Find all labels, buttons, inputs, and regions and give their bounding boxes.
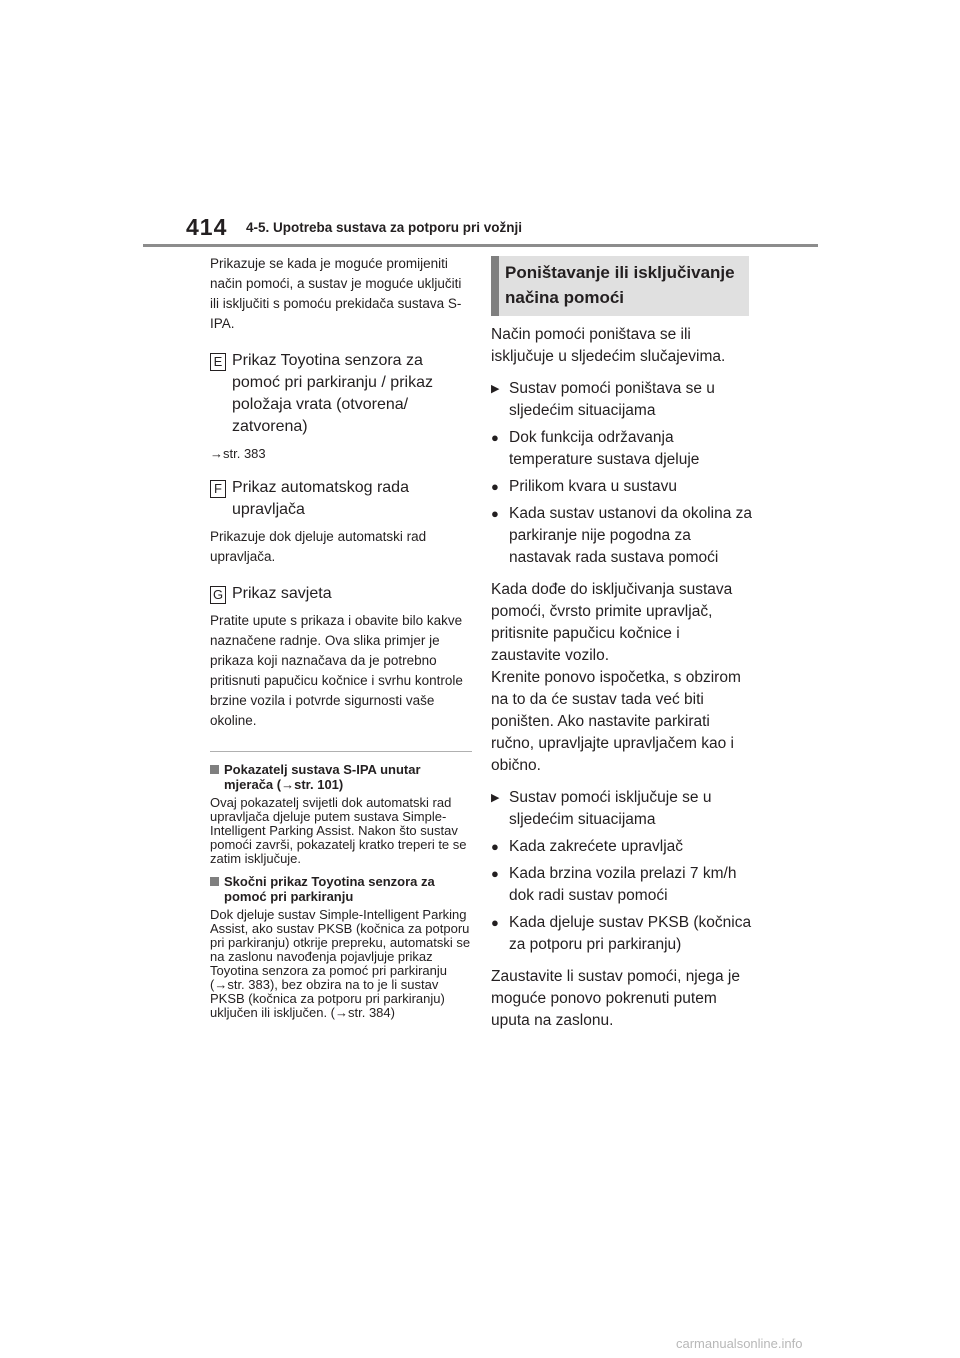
note-popup-display — [210, 874, 472, 1020]
section-title: 4-5. Upotreba sustava za potporu pri vožnji — [246, 220, 523, 235]
item-title-f: Prikaz automatskog rada upravljača — [232, 479, 409, 518]
notes-divider — [210, 751, 472, 752]
paragraph: Zaustavite li sustav pomoći, njega je moguće ponovo pokrenuti putem uputa na zaslonu. — [491, 968, 740, 1029]
left-column — [210, 254, 472, 1020]
square-bullet-icon — [210, 877, 219, 886]
item-e — [210, 350, 472, 438]
dot-bullet-icon: ● — [491, 430, 499, 445]
cancel-list — [491, 378, 753, 569]
header-rule — [143, 244, 818, 247]
item-desc-f: Prikazuje dok djeluje automatski rad upravljača. — [210, 529, 427, 564]
triangle-bullet-icon: ▶ — [491, 383, 500, 395]
item-f — [210, 477, 472, 521]
section-heading — [491, 256, 749, 316]
page-number: 414 — [186, 214, 228, 240]
dot-bullet-icon: ● — [491, 915, 499, 930]
list-item: ● Kada djeluje sustav PKSB (kočnica za potporu pri parkiranju) — [491, 912, 753, 956]
note-body: Ovaj pokazatelj svijetli dok automatski rad upravljača djeluje putem sustava Simple-Intelligent Parking Assist. Nakon što sustav pomoći završi, pokazatelj kratko treperi te se zatim isključuje. — [210, 795, 467, 866]
list-item: ● Kada brzina vozila prelazi 7 km/h dok radi sustav pomoći — [491, 863, 753, 907]
right-column — [491, 256, 753, 1032]
note-body: Dok djeluje sustav Simple-Intelligent Parking Assist, ako sustav PKSB (kočnica za potporu pri parkiranju) otkrije prepreku, automatski se na zaslonu navođenja pojavljuje prikaz Toyotina senzora za pomoć pri parkiranju (→str. 383), bez obzira na to je li sustav PKSB (kočnica za potporu pri parkiranju) uključen ili isključen. (→str. 384) — [210, 907, 471, 1020]
paragraph: Krenite ponovo ispočetka, s obzirom na to da će sustav tada već biti poništen. Ako nastavite parkirati ručno, upravljajte upravljačem kao i obično. — [491, 669, 741, 774]
list-item: ● Prilikom kvara u sustavu — [491, 476, 753, 498]
page-header — [186, 214, 818, 246]
triangle-bullet-icon: ▶ — [491, 792, 500, 804]
intro-paragraph: Način pomoći poništava se ili isključuje u sljedećim slučajevima. — [491, 326, 726, 365]
dot-bullet-icon: ● — [491, 866, 499, 881]
list-item: ● Kada zakrećete upravljač — [491, 836, 753, 858]
item-letter-e: E — [210, 353, 226, 371]
item-letter-g: G — [210, 586, 226, 604]
note-indicator — [210, 762, 472, 866]
dot-bullet-icon: ● — [491, 479, 499, 494]
square-bullet-icon — [210, 765, 219, 774]
note-title: Pokazatelj sustava S-IPA unutar mjerača (→str. 101) — [224, 762, 421, 792]
paragraph: Kada dođe do isključivanja sustava pomoći, čvrsto primite upravljač, pritisnite papučicu kočnice i zaustavite vozilo. — [491, 581, 733, 664]
item-title-e: Prikaz Toyotina senzora za pomoć pri parkiranju / prikaz položaja vrata (otvorena/ zatvorena) — [232, 352, 433, 435]
list-item: ● Kada sustav ustanovi da okolina za parkiranje nije pogodna za nastavak rada sustava pomoći — [491, 503, 753, 569]
heading-accent-bar — [491, 256, 499, 316]
page-reference-link[interactable]: →str. 383 — [210, 446, 266, 461]
list-item: ▶ Sustav pomoći poništava se u sljedećim situacijama — [491, 378, 753, 422]
dot-bullet-icon: ● — [491, 839, 499, 854]
item-title-g: Prikaz savjeta — [232, 585, 332, 602]
list-item: ● Dok funkcija održavanja temperature sustava djeluje — [491, 427, 753, 471]
watermark: carmanualsonline.info — [676, 1336, 803, 1351]
dot-bullet-icon: ● — [491, 506, 499, 521]
item-letter-f: F — [210, 480, 226, 498]
intro-text: Prikazuje se kada je moguće promijeniti način pomoći, a sustav je moguće uključiti ili isključiti s pomoću prekidača sustava S-IPA. — [210, 256, 462, 331]
item-desc-g: Pratite upute s prikaza i obavite bilo kakve naznačene radnje. Ova slika primjer je prikaza koji naznačava da je potrebno pritisnuti papučicu kočnice i svrhu kontrole brzine vozila i potvrde sigurnosti vaše okoline. — [210, 613, 463, 728]
item-g — [210, 583, 472, 605]
off-list — [491, 787, 753, 956]
section-heading-text: Poništavanje ili isključivanje načina pomoći — [505, 263, 735, 307]
list-item: ▶ Sustav pomoći isključuje se u sljedećim situacijama — [491, 787, 753, 831]
note-title: Skočni prikaz Toyotina senzora za pomoć pri parkiranju — [224, 874, 435, 904]
